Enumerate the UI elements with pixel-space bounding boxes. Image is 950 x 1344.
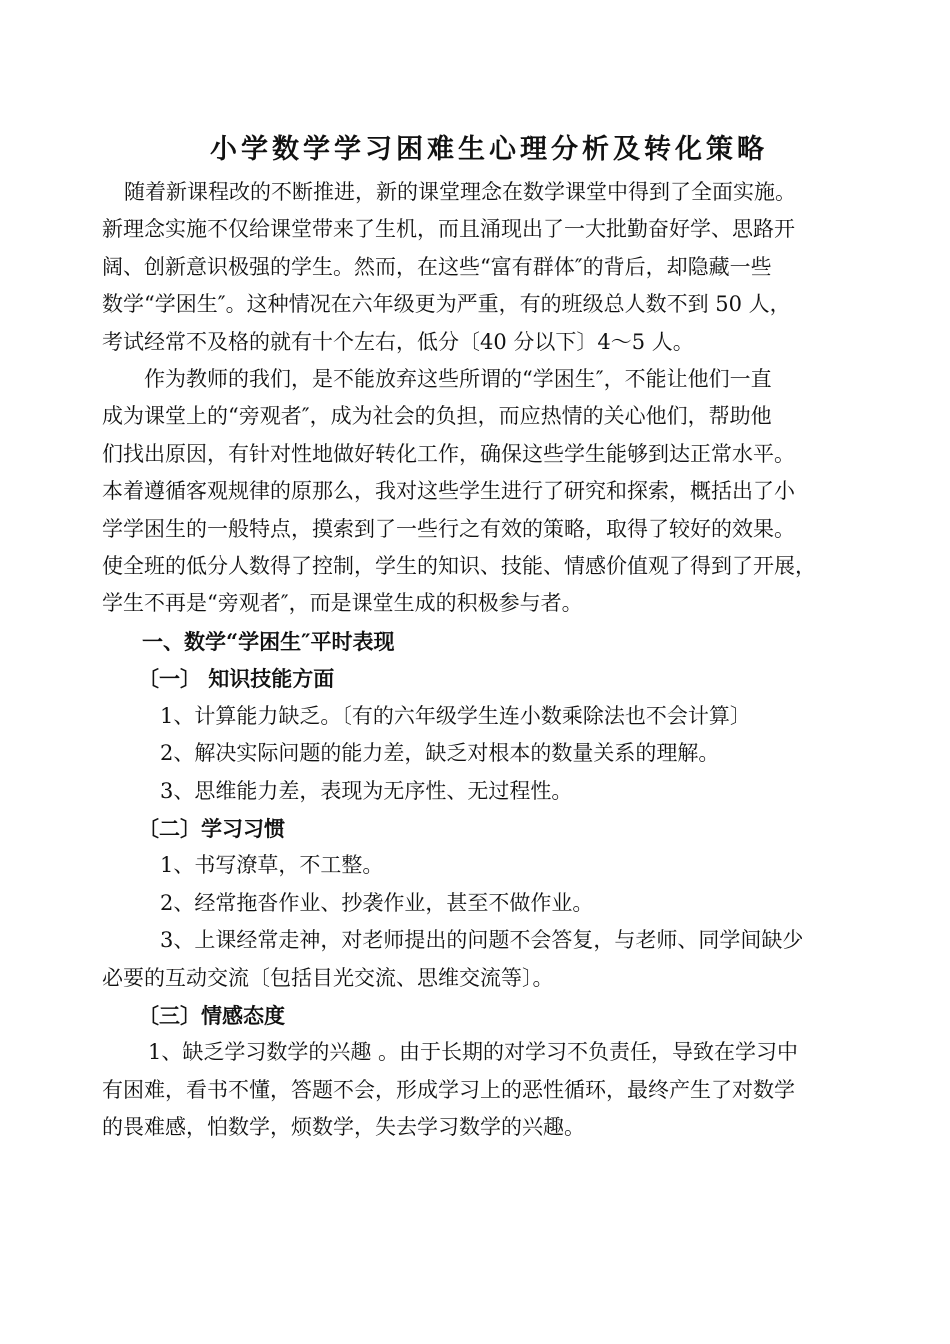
list-item: 3、思维能力差，表现为无序性、无过程性。 — [160, 778, 573, 803]
text-line: 们找出原因，有针对性地做好转化工作，确保这些学生能够到达正常水平。 — [102, 441, 795, 466]
document-title: 小学数学学习困难生心理分析及转化策略 — [210, 134, 768, 165]
text-line: 有困难，看书不懂，答题不会，形成学习上的恶性循环，最终产生了对数学 — [102, 1077, 795, 1102]
paragraph-intro — [102, 174, 848, 361]
section-heading-1: 一、数学“学困生″平时表现 — [142, 628, 395, 654]
list-item: 2、经常拖沓作业、抄袭作业，甚至不做作业。 — [160, 890, 594, 915]
paragraph-teacher-role — [102, 361, 848, 623]
text-line: 必要的互动交流〔包括目光交流、思维交流等〕。 — [102, 965, 554, 990]
text-line: 使全班的低分人数得了控制，学生的知识、技能、情感价值观了得到了开展， — [102, 554, 816, 579]
text-line: 考试经常不及格的就有十个左右，低分〔40 分以下〕4～5 人。 — [102, 329, 694, 354]
list-item: 1、书写潦草，不工整。 — [160, 853, 384, 878]
subsection-heading-knowledge: 〔一〕 知识技能方面 — [138, 666, 335, 692]
text-line: 成为课堂上的“旁观者″，成为社会的负担，而应热情的关心他们，帮助他 — [102, 404, 772, 429]
text-line: 阔、创新意识极强的学生。然而，在这些“富有群体″的背后，却隐藏一些 — [102, 254, 772, 279]
subsection-heading-attitude: 〔三〕情感态度 — [138, 1002, 285, 1028]
text-line: 数学“学困生″。这种情况在六年级更为严重，有的班级总人数不到 50 人， — [102, 292, 791, 317]
text-line: 学生不再是“旁观者″，而是课堂生成的积极参与者。 — [102, 591, 583, 616]
document-page — [102, 128, 848, 1147]
text-line: 新理念实施不仅给课堂带来了生机，而且涌现出了一大批勤奋好学、思路开 — [102, 217, 795, 242]
text-line: 作为教师的我们，是不能放弃这些所谓的“学困生″，不能让他们一直 — [144, 367, 772, 392]
text-line: 3、上课经常走神，对老师提出的问题不会答复，与老师、同学间缺少 — [160, 928, 804, 953]
list-item — [102, 922, 848, 997]
text-line: 随着新课程改的不断推进，新的课堂理念在数学课堂中得到了全面实施。 — [124, 180, 796, 204]
text-line: 本着遵循客观规律的原那么，我对这些学生进行了研究和探索，概括出了小 — [102, 479, 795, 504]
subsection-heading-habits: 〔二〕学习习惯 — [138, 815, 285, 841]
list-item: 1、计算能力缺乏。〔有的六年级学生连小数乘除法也不会计算〕 — [160, 703, 751, 728]
text-line: 学学困生的一般特点，摸索到了一些行之有效的策略，取得了较好的效果。 — [102, 516, 795, 541]
list-item — [102, 1034, 848, 1146]
list-item: 2、解决实际问题的能力差，缺乏对根本的数量关系的理解。 — [160, 741, 720, 766]
text-line: 1、缺乏学习数学的兴趣 。由于长期的对学习不负责任，导致在学习中 — [148, 1040, 799, 1065]
text-line: 的畏难感，怕数学，烦数学，失去学习数学的兴趣。 — [102, 1115, 585, 1140]
